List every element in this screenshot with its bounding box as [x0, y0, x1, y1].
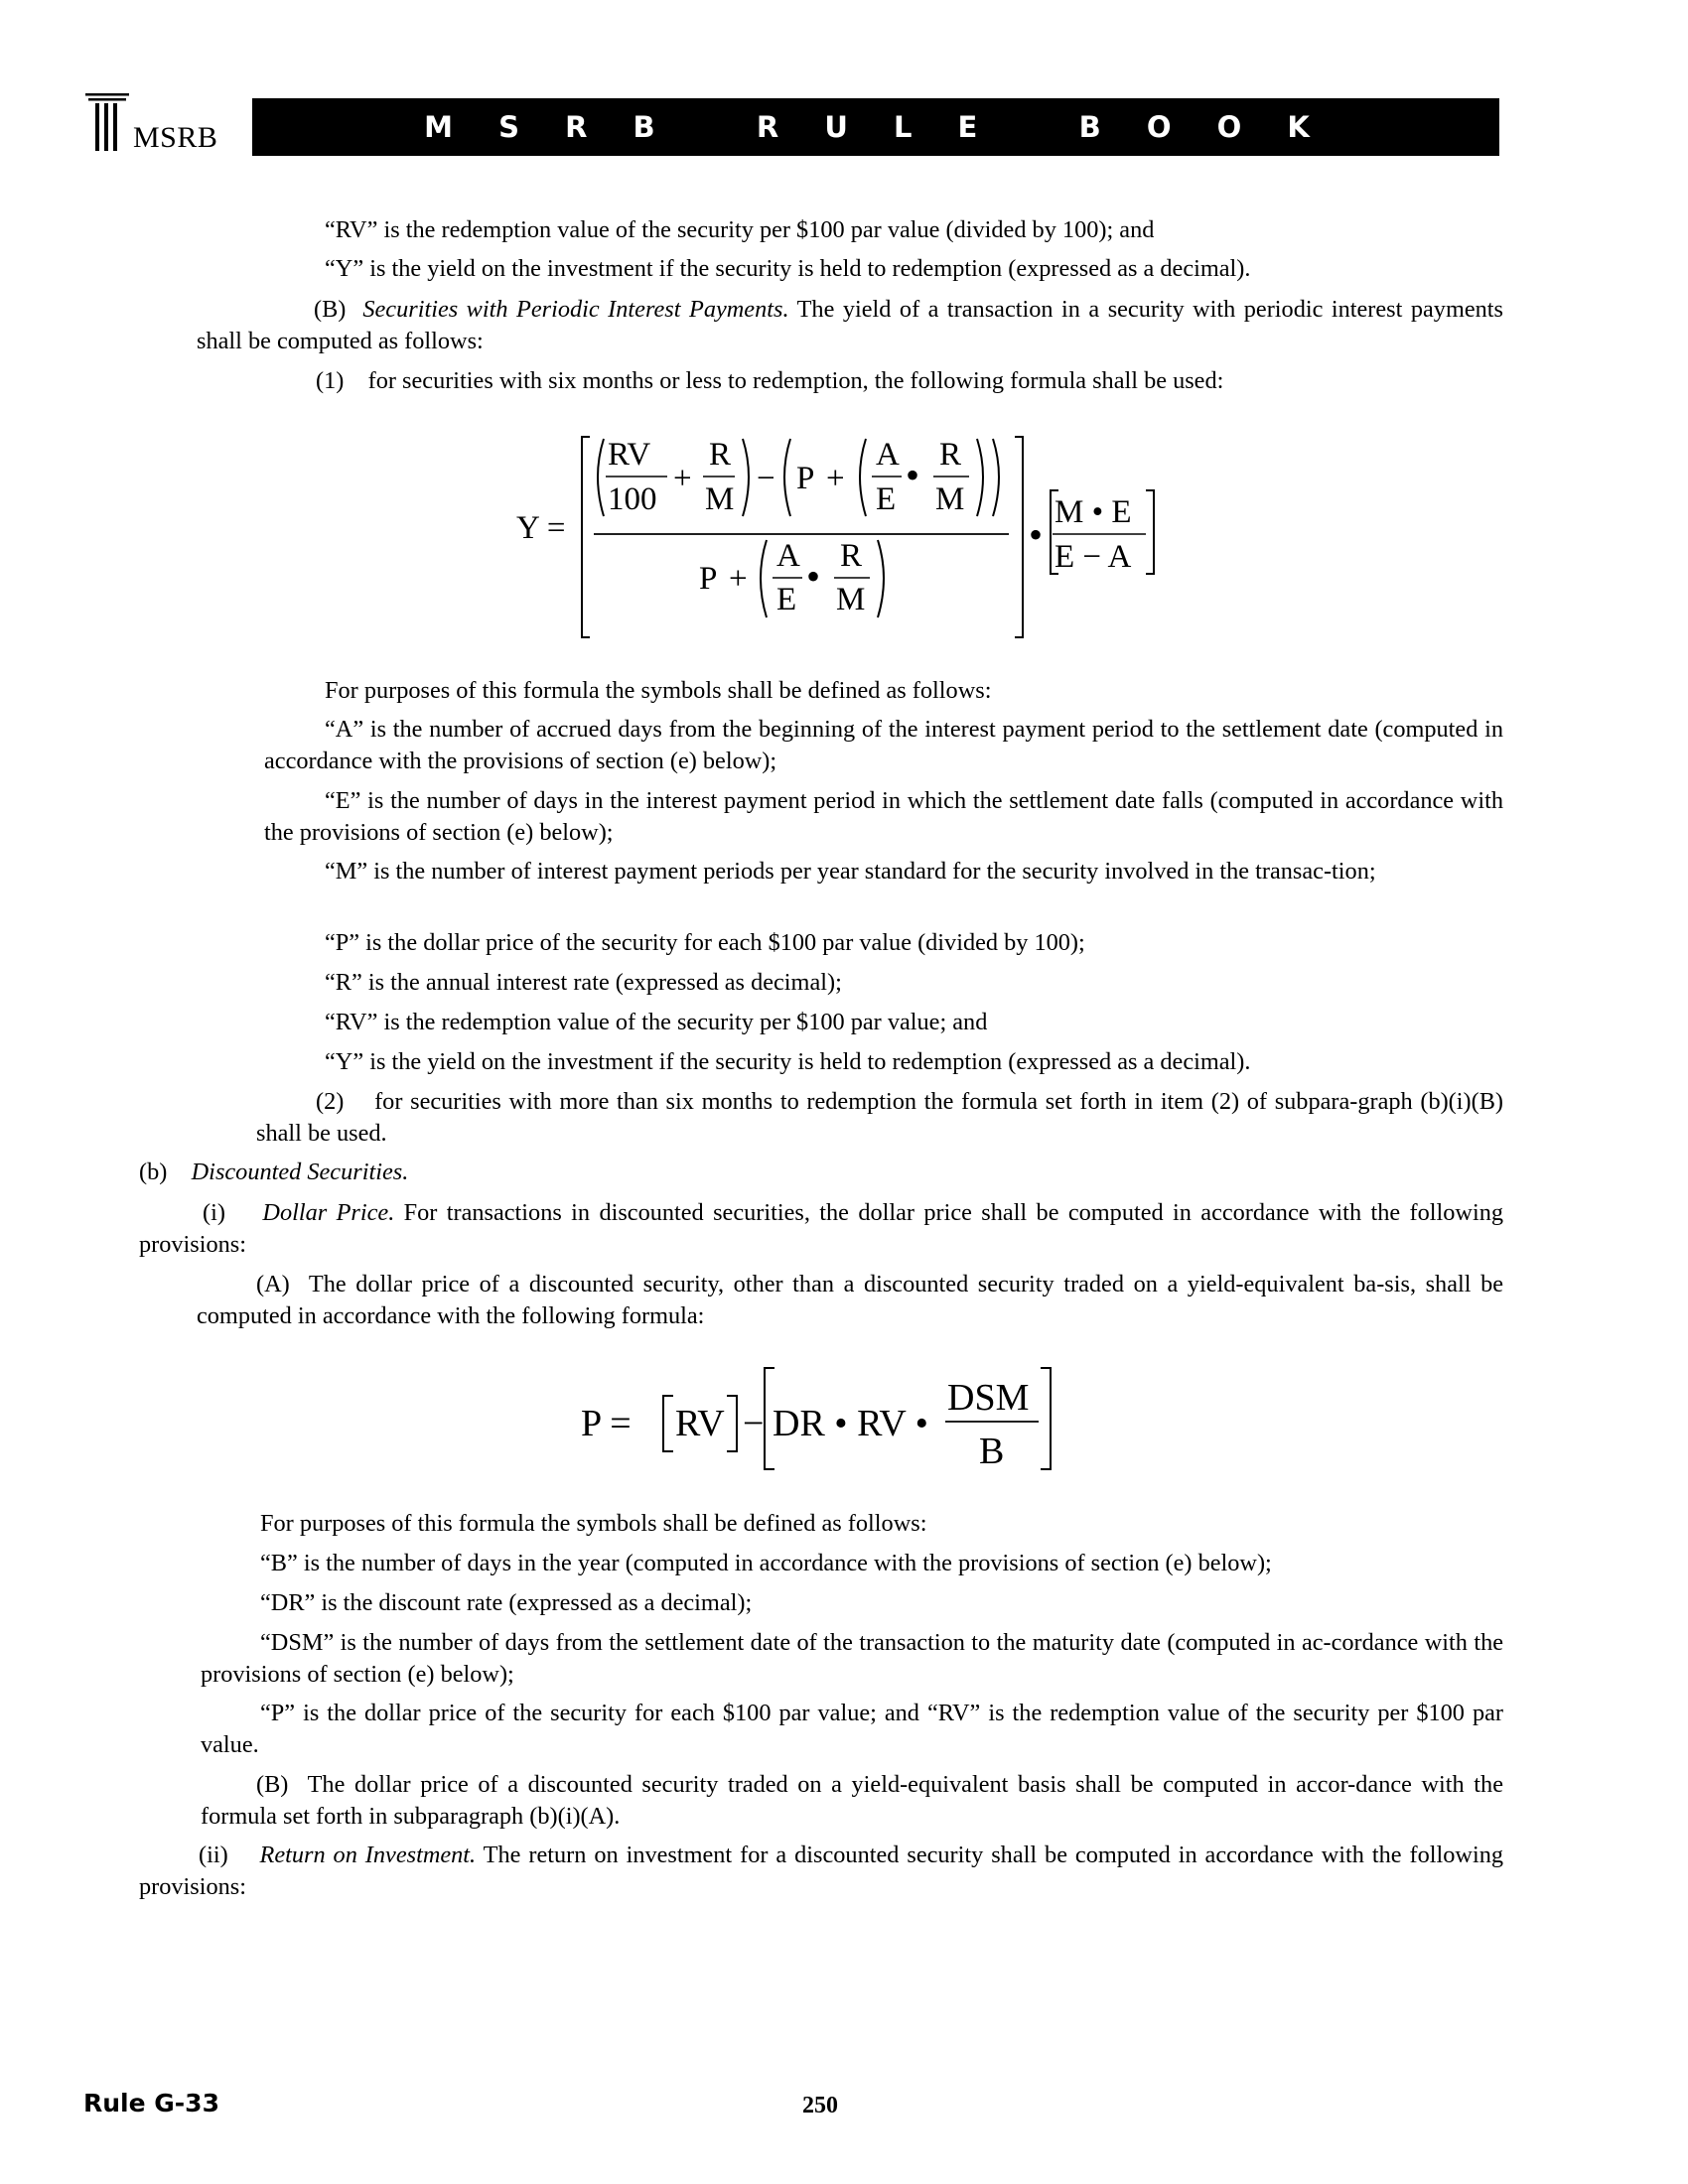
banner-title: M S R B R U L E B O O K — [424, 110, 1328, 144]
definition-dsm: “DSM” is the number of days from the settlement date of the transaction to the maturity date (computed in ac-cordance with the provisions of section (e) below); — [201, 1629, 1503, 1688]
paragraph-body: The dollar price of a discounted security, other than a discounted security traded on a yield-equivalent ba-sis, shall be computed in accordance with the following formula: — [197, 1271, 1504, 1329]
denominator-e: E — [776, 582, 797, 617]
definition-r: “R” is the annual interest rate (expressed as decimal); — [325, 969, 842, 996]
dollar-price-formula — [576, 1360, 1072, 1479]
paragraph-label: (B) — [314, 296, 347, 323]
definition-rv: “RV” is the redemption value of the security per $100 par value (divided by 100); and — [325, 216, 1155, 243]
formula-lhs: P = — [581, 1403, 632, 1444]
definition-m: “M” is the number of interest payment periods per year standard for the security involved in the transac-tion; — [325, 858, 1376, 885]
item-body: for securities with more than six months to redemption the formula set forth in item (2) of subpara-graph (b)(i)(B) shall be used. — [256, 1088, 1504, 1147]
denominator-p: P — [699, 561, 718, 597]
plus-sign-2: + — [826, 461, 845, 496]
formula-minus: − — [743, 1403, 765, 1444]
denominator-r: R — [840, 538, 863, 574]
definition-a: “A” is the number of accrued days from the beginning of the interest payment period to the settlement date (computed in accordance with the provisions of section (e) below); — [264, 716, 1503, 774]
page-number: 250 — [802, 2093, 838, 2118]
item-label: (1) — [316, 367, 345, 394]
definition-e: “E” is the number of days in the interest payment period in which the settlement date falls (computed in accordance with the provisions of section (e) below); — [264, 787, 1503, 846]
subsection-body: For transactions in discounted securities, the dollar price shall be computed in accordance with the following provisions: — [139, 1199, 1503, 1258]
logo-text: MSRB — [133, 121, 218, 154]
factor-ema: E − A — [1055, 539, 1132, 575]
numerator-e: E — [876, 481, 897, 517]
dot-operator-3: • — [1029, 512, 1044, 557]
paragraph-title: Securities with Periodic Interest Payments. — [362, 296, 789, 323]
numerator-m: M — [705, 481, 735, 517]
numerator-r-2: R — [939, 437, 962, 473]
footer-rule: Rule G-33 — [83, 2089, 219, 2117]
numerator-100: 100 — [608, 481, 657, 517]
subsection-body: The return on investment for a discounted security shall be computed in accordance with the following provisions: — [139, 1842, 1503, 1900]
subsection-label: (i) — [203, 1199, 225, 1226]
numerator-a: A — [876, 437, 900, 473]
factor-me: M • E — [1055, 494, 1132, 530]
numerator-r: R — [709, 437, 732, 473]
numerator-m-2: M — [935, 481, 965, 517]
minus-sign: − — [757, 461, 775, 496]
formula-dsm: DSM — [947, 1377, 1030, 1419]
paragraph-B-periodic — [197, 294, 1503, 357]
numerator-rv: RV — [608, 437, 651, 473]
msrb-logo — [85, 93, 234, 155]
subsection-ii — [139, 1840, 1503, 1903]
rule-book-banner — [252, 98, 1499, 156]
definition-y: “Y” is the yield on the investment if the security is held to redemption (expressed as a decimal). — [325, 255, 1251, 282]
paragraph-B-discounted — [201, 1769, 1503, 1833]
yield-formula-short — [496, 427, 1172, 645]
denominator-a: A — [776, 538, 800, 574]
numerator-p: P — [796, 461, 815, 496]
item-1 — [316, 365, 1497, 397]
paragraph-body: The yield of a transaction in a security with periodic interest payments shall be computed as follows: — [197, 296, 1503, 354]
definitions-intro-2: For purposes of this formula the symbols shall be defined as follows: — [260, 1510, 927, 1537]
denominator-m: M — [836, 582, 866, 617]
plus-sign-3: + — [729, 561, 748, 597]
item-body: for securities with six months or less to redemption, the following formula shall be used: — [367, 367, 1224, 394]
paragraph-label: (B) — [256, 1771, 289, 1798]
definition-rv-2: “RV” is the redemption value of the security per $100 par value; and — [325, 1009, 988, 1035]
definitions-intro-1: For purposes of this formula the symbols shall be defined as follows: — [325, 677, 992, 704]
formula-b: B — [979, 1431, 1005, 1472]
definition-dr: “DR” is the discount rate (expressed as a decimal); — [260, 1589, 753, 1616]
section-label: (b) — [139, 1159, 168, 1185]
formula-middle: DR • RV • — [773, 1403, 928, 1444]
dot-operator: • — [906, 453, 920, 497]
item-2 — [256, 1086, 1503, 1150]
subsection-label: (ii) — [199, 1842, 228, 1868]
subsection-title: Return on Investment. — [259, 1842, 477, 1868]
paragraph-A-discounted — [197, 1269, 1503, 1332]
definition-y-2: “Y” is the yield on the investment if the security is held to redemption (expressed as a decimal). — [325, 1048, 1251, 1075]
definition-b: “B” is the number of days in the year (computed in accordance with the provisions of section (e) below); — [260, 1550, 1272, 1576]
paragraph-body: The dollar price of a discounted security traded on a yield-equivalent basis shall be computed in accor-dance with the formula set forth in subparagraph (b)(i)(A). — [201, 1771, 1503, 1830]
section-title: Discounted Securities. — [191, 1159, 409, 1185]
formula-rv: RV — [675, 1403, 725, 1444]
plus-sign: + — [673, 461, 692, 496]
paragraph-label: (A) — [256, 1271, 290, 1297]
pillar-icon — [85, 93, 133, 155]
item-label: (2) — [316, 1088, 345, 1115]
dot-operator-2: • — [806, 554, 821, 599]
section-b-heading — [139, 1157, 1331, 1188]
subsection-title: Dollar Price. — [262, 1199, 395, 1226]
subsection-i — [139, 1197, 1503, 1261]
formula-lhs: Y = — [516, 510, 566, 546]
definition-p-2: “P” is the dollar price of the security for each $100 par value; and “RV” is the redemption value of the security per $100 par value. — [201, 1700, 1503, 1758]
definition-p: “P” is the dollar price of the security for each $100 par value (divided by 100); — [325, 929, 1085, 956]
